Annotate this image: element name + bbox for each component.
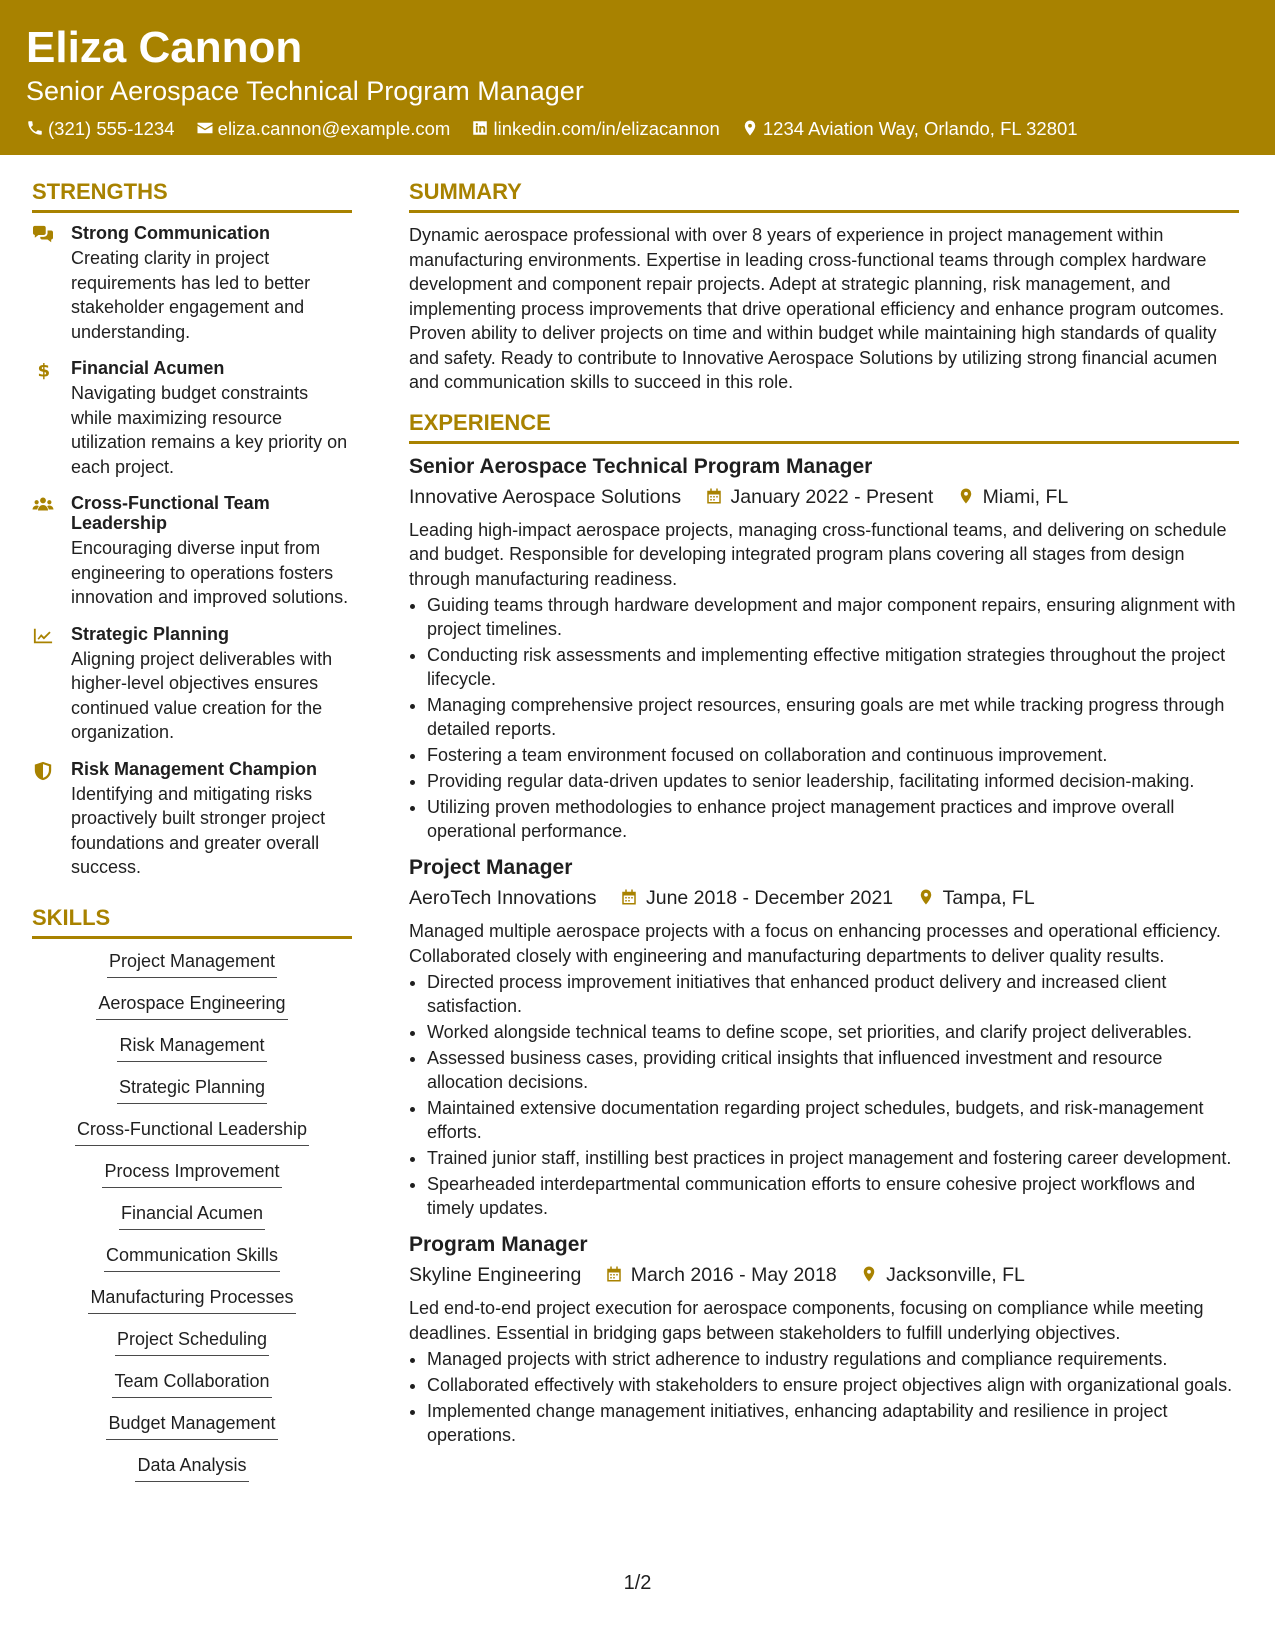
right-column	[409, 178, 1239, 1459]
job-meta	[409, 885, 1239, 911]
summary-heading: SUMMARY	[409, 178, 1239, 213]
job-title: Senior Aerospace Technical Program Manager	[409, 454, 873, 478]
job-bullets	[409, 1347, 1239, 1447]
strength-description: Creating clarity in project requirements has led to better stakeholder engagement and understanding.	[71, 248, 311, 342]
list-item: • Conducting risk assessments and implementing effective mitigation strategies throughout the project lifecycle.	[427, 643, 1239, 691]
job-title: Program Manager	[409, 1233, 588, 1256]
strength-name: Strong Communication	[71, 223, 270, 243]
calendar-icon	[620, 888, 638, 906]
envelope-icon	[196, 119, 214, 137]
skill-item: Communication Skills	[32, 1243, 352, 1272]
skill-item: Budget Management	[32, 1411, 352, 1440]
shield-icon	[32, 761, 54, 781]
list-item: • Implemented change management initiatives, enhancing adaptability and resilience in project operations.	[427, 1399, 1239, 1447]
calendar-icon	[605, 1265, 623, 1283]
job-dates: June 2018 - December 2021	[645, 887, 894, 909]
job-bullets	[409, 970, 1239, 1220]
list-item: • Fostering a team environment focused on collaboration and continuous improvement.	[427, 743, 1239, 767]
job-company: AeroTech Innovations	[409, 887, 597, 909]
job-meta	[409, 1262, 1239, 1288]
job-description: Leading high-impact aerospace projects, managing cross-functional teams, and delivering on schedule and budget. Responsible for developing integrated program plans covering all stages from design through manufacturing readiness.	[409, 519, 1227, 589]
location-pin-icon	[957, 487, 975, 505]
job-description: Managed multiple aerospace projects with a focus on enhancing processes and operational efficiency. Collaborated closely with engineering and manufacturing departments to deliver quality results.	[409, 921, 1221, 966]
strength-name: Risk Management Champion	[71, 758, 318, 779]
list-item: • Guiding teams through hardware development and major component repairs, ensuring alignment with project timelines.	[427, 593, 1239, 641]
strength-name: Financial Acumen	[71, 358, 225, 378]
list-item: • Managed projects with strict adherence to industry regulations and compliance requirements.	[427, 1347, 1239, 1371]
strength-description: Aligning project deliverables with higher-level objectives ensures continued value creation for the organization.	[71, 648, 333, 742]
job-entry	[409, 855, 1239, 1220]
job-description: Led end-to-end project execution for aerospace components, focusing on compliance while meeting deadlines. Essential in bridging gaps between stakeholders to fulfill underlying objectives.	[409, 1298, 1204, 1343]
contact-email-text: eliza.cannon@example.com	[217, 118, 451, 139]
calendar-icon	[705, 487, 723, 505]
svg-text:$: $	[37, 360, 51, 380]
list-item: • Spearheaded interdepartmental communication efforts to ensure cohesive project workflows and timely updates.	[427, 1172, 1239, 1220]
candidate-name: Eliza Cannon	[26, 23, 303, 72]
location-pin-icon	[917, 888, 935, 906]
skill-item: Process Improvement	[32, 1159, 352, 1188]
list-item: • Managing comprehensive project resources, ensuring goals are met while tracking progress through detailed reports.	[427, 693, 1239, 741]
experience-heading: EXPERIENCE	[409, 409, 1239, 444]
skill-item: Cross-Functional Leadership	[32, 1117, 352, 1146]
job-dates: January 2022 - Present	[730, 485, 934, 508]
job-title: Project Manager	[409, 856, 573, 879]
list-item: • Providing regular data-driven updates to senior leadership, facilitating informed decision-making.	[427, 769, 1239, 793]
strength-item	[32, 624, 352, 745]
skill-item: Risk Management	[32, 1033, 352, 1062]
list-item: • Collaborated effectively with stakeholders to ensure project objectives align with organizational goals.	[427, 1373, 1239, 1397]
skill-item: Project Management	[32, 949, 352, 978]
skill-item: Data Analysis	[32, 1453, 352, 1482]
list-item: • Utilizing proven methodologies to enhance project management practices and improve overall operational performance.	[427, 795, 1239, 843]
strength-name: Strategic Planning	[71, 623, 230, 644]
skill-item: Financial Acumen	[32, 1201, 352, 1230]
skills-list	[32, 949, 352, 1482]
strength-description: Encouraging diverse input from engineering to operations fosters innovation and improved solutions.	[71, 538, 349, 607]
strength-name: Cross-Functional Team Leadership	[71, 493, 270, 533]
strength-item	[32, 358, 352, 479]
job-location: Tampa, FL	[942, 887, 1035, 909]
job-dates: March 2016 - May 2018	[630, 1264, 837, 1286]
contact-linkedin[interactable]	[471, 116, 719, 142]
job-company: Innovative Aerospace Solutions	[409, 485, 682, 508]
list-item: • Worked alongside technical teams to define scope, set priorities, and clarify project deliverables.	[427, 1020, 1239, 1044]
linkedin-icon	[471, 119, 489, 137]
job-bullets	[409, 593, 1239, 843]
strength-description: Navigating budget constraints while maximizing resource utilization remains a key priority on each project.	[71, 383, 348, 477]
contact-email[interactable]	[196, 116, 451, 142]
job-company: Skyline Engineering	[409, 1264, 582, 1286]
strengths-heading: STRENGTHS	[32, 178, 352, 213]
list-item: • Trained junior staff, instilling best practices in project management and fostering career development.	[427, 1146, 1239, 1170]
contact-address-text: 1234 Aviation Way, Orlando, FL 32801	[762, 118, 1078, 139]
left-column	[32, 178, 352, 1495]
phone-icon	[26, 119, 44, 137]
contact-linkedin-text: linkedin.com/in/elizacannon	[493, 118, 720, 139]
location-pin-icon	[741, 119, 759, 137]
skill-item: Project Scheduling	[32, 1327, 352, 1356]
job-entry	[409, 1232, 1239, 1447]
users-icon	[32, 495, 54, 515]
strength-item	[32, 759, 352, 880]
contact-phone[interactable]	[26, 116, 175, 142]
strength-item	[32, 493, 352, 610]
job-meta	[409, 484, 1239, 510]
contact-address	[741, 116, 1078, 142]
list-item: • Directed process improvement initiatives that enhanced product delivery and increased client satisfaction.	[427, 970, 1239, 1018]
contact-bar	[26, 116, 1094, 142]
skills-heading: SKILLS	[32, 904, 352, 939]
skill-item: Strategic Planning	[32, 1075, 352, 1104]
location-pin-icon	[860, 1265, 878, 1283]
summary-text: Dynamic aerospace professional with over 8 years of experience in project management within manufacturing environments. Expertise in leading cross-functional teams through complex hardware development and component repair projects. Adept at strategic planning, risk management, and implementing process improvements that drive operational efficiency and enhance program outcomes. Proven ability to deliver projects on time and within budget while maintaining high standards of quality and safety. Ready to contribute to Innovative Aerospace Solutions by utilizing strong financial acumen and communication skills to succeed in this role.	[409, 225, 1225, 392]
dollar-icon	[32, 360, 54, 380]
page-number: 1/2	[623, 1572, 652, 1594]
skill-item: Aerospace Engineering	[32, 991, 352, 1020]
chart-line-icon	[32, 626, 54, 646]
job-location: Jacksonville, FL	[886, 1264, 1025, 1286]
strength-item	[32, 223, 352, 344]
resume-header	[0, 0, 1275, 155]
candidate-title: Senior Aerospace Technical Program Manager	[26, 76, 584, 106]
job-entry	[409, 454, 1239, 844]
chat-bubbles-icon	[32, 225, 54, 245]
contact-phone-text: (321) 555-1234	[48, 118, 175, 139]
job-location: Miami, FL	[982, 485, 1069, 508]
skill-item: Team Collaboration	[32, 1369, 352, 1398]
list-item: • Maintained extensive documentation regarding project schedules, budgets, and risk-management efforts.	[427, 1096, 1239, 1144]
strength-description: Identifying and mitigating risks proactively built stronger project foundations and greater overall success.	[71, 783, 326, 877]
skill-item: Manufacturing Processes	[32, 1285, 352, 1314]
list-item: • Assessed business cases, providing critical insights that influenced investment and resource allocation decisions.	[427, 1046, 1239, 1094]
